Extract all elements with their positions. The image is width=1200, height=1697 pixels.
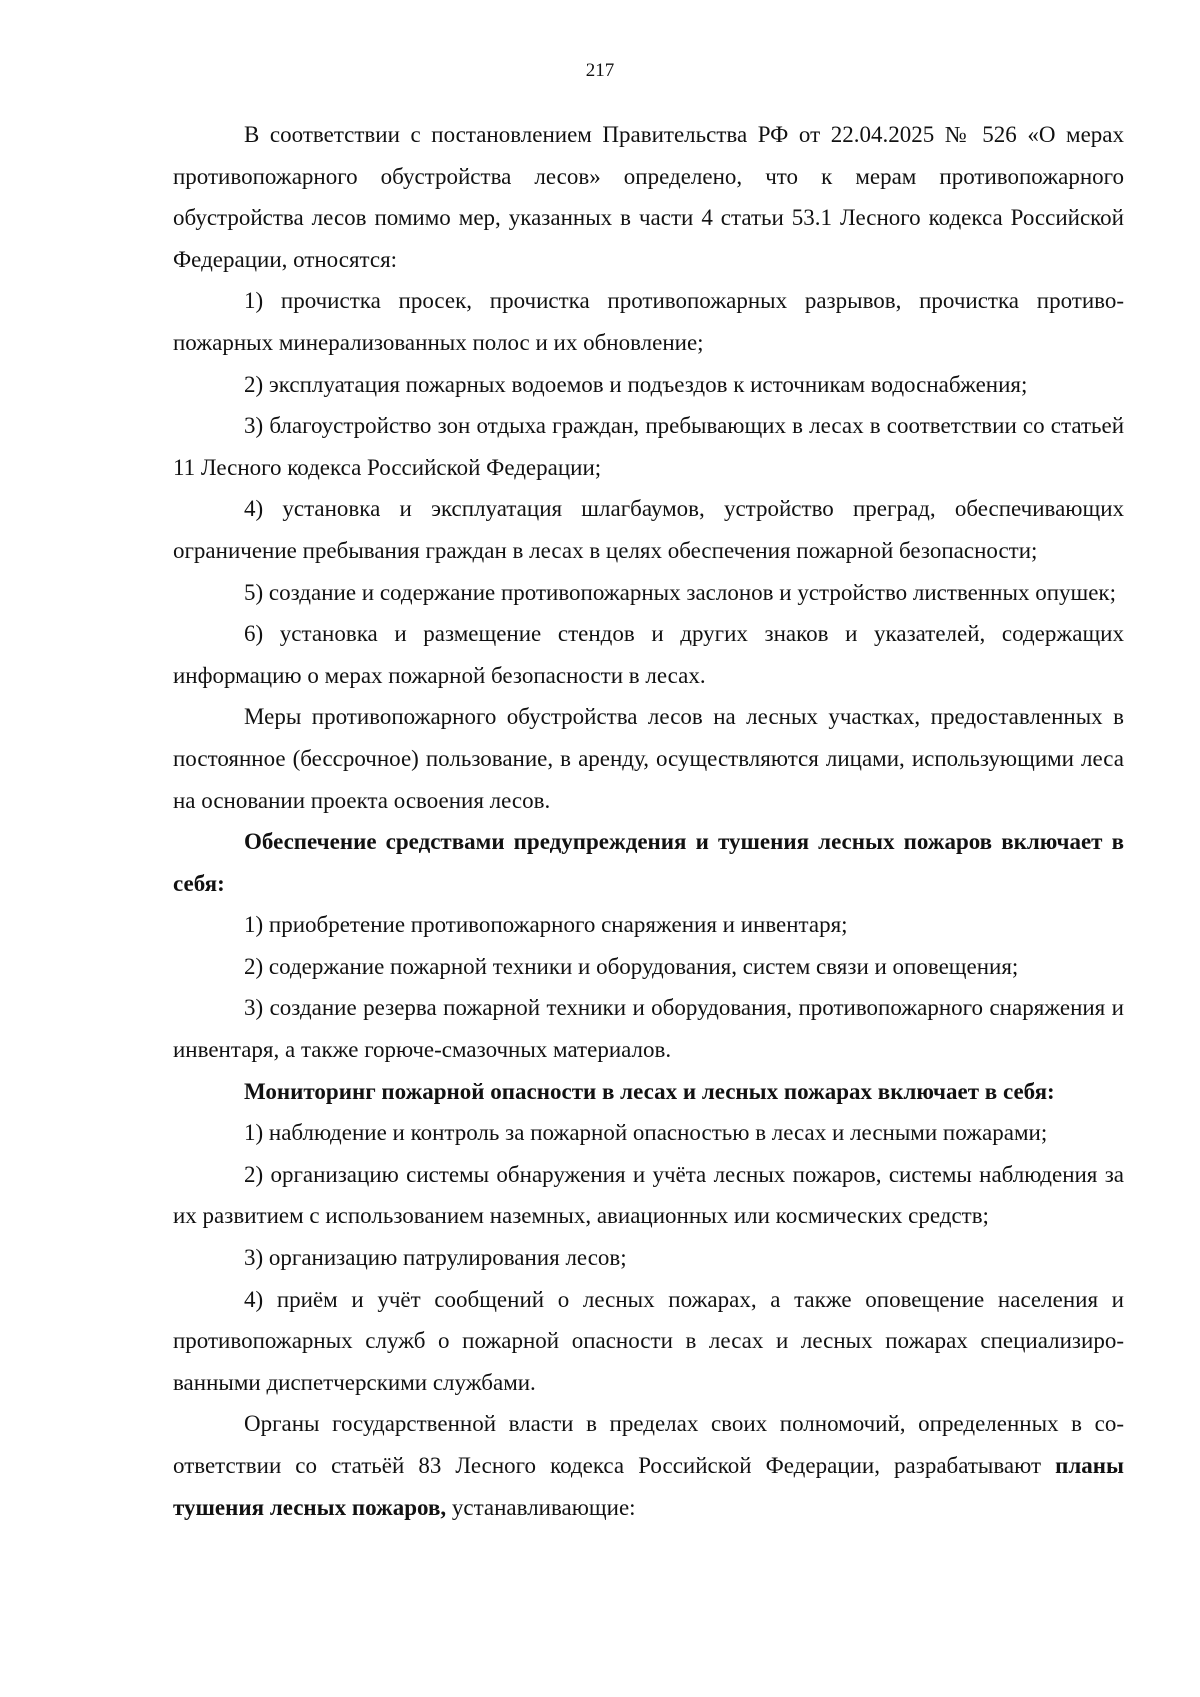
section-heading-firefighting-means: Обеспечение средствами предупреждения и тушения лесных пожаров включает в себя: xyxy=(173,829,1124,896)
list-item-patrolling: 3) организацию патрулирования лесов; xyxy=(244,1245,627,1271)
plans-tail-text: устанавливающие: xyxy=(446,1494,636,1520)
page-number: 217 xyxy=(585,60,615,81)
list-item-recreation-zones: 3) благоустройство зон отдыха граждан, пребывающих в лесах в соответствии со статьей 11 Лесного кодекса Российской Федерации; xyxy=(173,413,1124,480)
paragraph-forest-users: Меры противопожарного обустройства лесов на лесных участках, предоставленных в постоянное (бессрочное) пользование, в аренду, осуществляются лицами, использующими леса на основании проекта освоения лесов. xyxy=(173,704,1124,813)
list-item-reserve: 3) создание резерва пожарной техники и оборудования, противопожарного снаряжения и инвентаря, а также горюче-смазочных материалов. xyxy=(173,995,1124,1063)
document-body xyxy=(173,114,1124,1528)
list-item-equipment-maintenance: 2) содержание пожарной техники и оборудования, систем связи и оповещения; xyxy=(244,953,1019,979)
plans-bold-term: планы тушения лесных пожаров, xyxy=(173,1453,1124,1520)
plans-intro-text: Органы государственной власти в пределах своих полномочий, определенных в соответствии со статьёй 83 Лесного кодекса Российской Федерации, разрабатывают xyxy=(173,1411,1124,1478)
list-item-observation: 1) наблюдение и контроль за пожарной опасностью в лесах и лесными пожарами; xyxy=(244,1120,1048,1146)
list-item-equipment-purchase: 1) приобретение противопожарного снаряжения и инвентаря; xyxy=(244,912,848,938)
list-item-barriers: 4) установка и эксплуатация шлагбаумов, устройство преград, обеспечивающих ограничение пребывания граждан в лесах в целях обеспечения пожарной безопасности; xyxy=(173,496,1124,563)
list-item-notifications: 4) приём и учёт сообщений о лесных пожарах, а также оповещение населения и противопожарных служб о пожарной опасности в лесах и лесных пожарах специализированными диспетчерскими службами. xyxy=(173,1286,1124,1395)
list-item-fire-breaks: 5) создание и содержание противопожарных заслонов и устройство лиственных опушек; xyxy=(244,579,1116,605)
paragraph-regulation-intro: В соответствии с постановлением Правительства РФ от 22.04.2025 № 526 «О мерах противопожарного обустройства лесов» определено, что к мерам противопожарного обустройства лесов помимо мер, указанных в части 4 статьи 53.1 Лесного кодекса Российской Федерации, относятся: xyxy=(173,122,1124,272)
list-item-water-sources: 2) эксплуатация пожарных водоемов и подъездов к источникам водоснабжения; xyxy=(244,371,1028,397)
list-item-info-stands: 6) установка и размещение стендов и других знаков и указателей, содержащих информацию о мерах пожарной безопасности в лесах. xyxy=(173,621,1124,688)
list-item-clearing: 1) прочистка просек, прочистка противопожарных разрывов, прочистка противопожарных минерализованных полос и их обновление; xyxy=(173,288,1124,355)
section-heading-monitoring: Мониторинг пожарной опасности в лесах и лесных пожарах включает в себя: xyxy=(244,1078,1055,1104)
paragraph-firefighting-plans xyxy=(173,1403,1124,1528)
list-item-detection-system: 2) организацию системы обнаружения и учёта лесных пожаров, системы наблюдения за их развитием с использованием наземных, авиационных или космических средств; xyxy=(173,1161,1124,1229)
